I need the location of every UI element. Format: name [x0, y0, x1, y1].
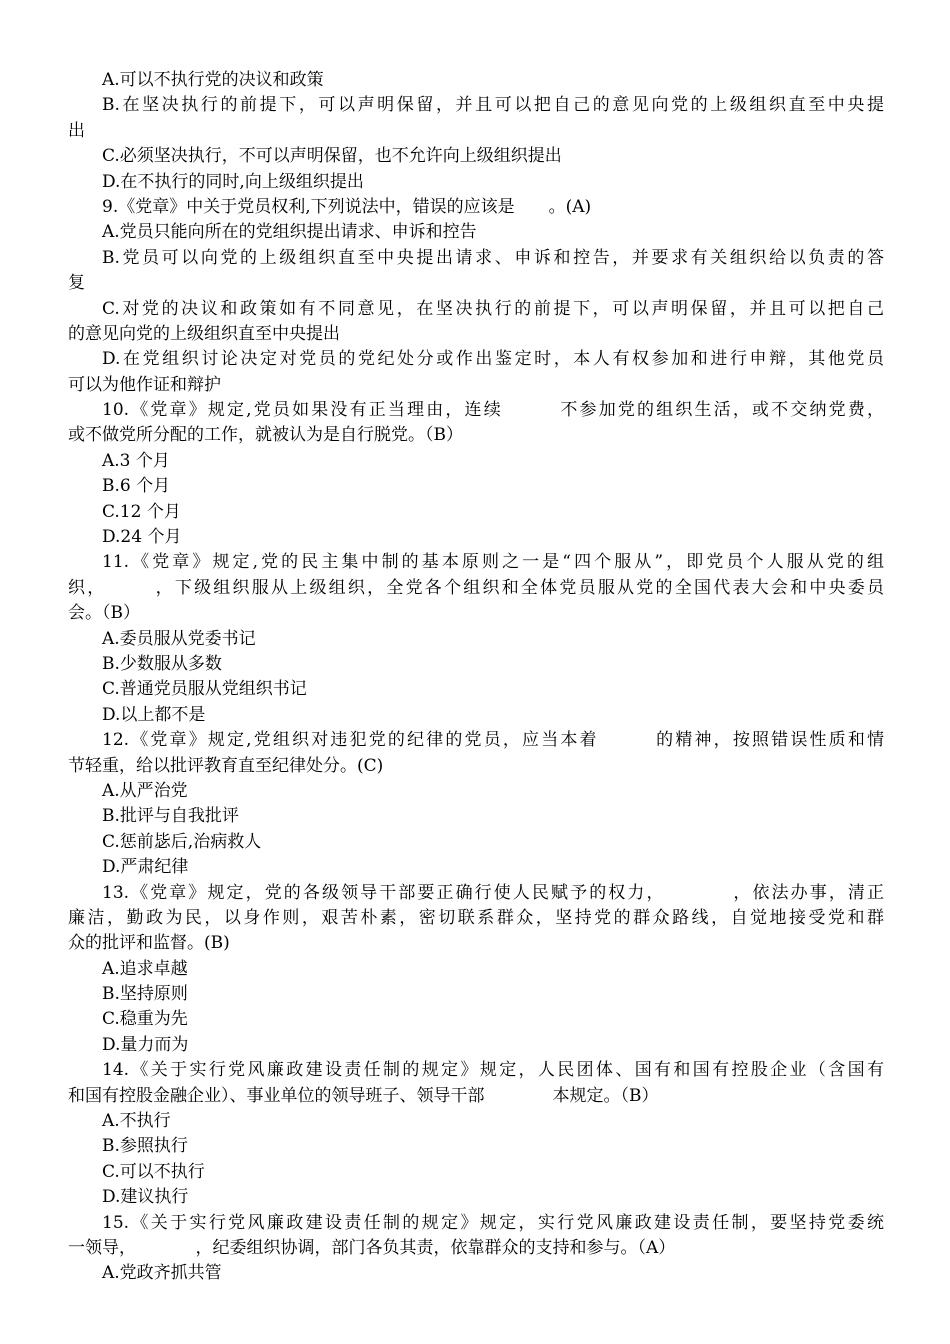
question-11: 11.《党章》规定,党的民主集中制的基本原则之一是“四个服从”，即党员个人服从党的组 — [102, 552, 884, 573]
option-line: C.普通党员服从党组织书记 — [102, 679, 307, 700]
question-line-continuation: 众的批评和监督。(B) — [68, 933, 230, 954]
option-line: A.追求卓越 — [102, 958, 188, 979]
option-line: B.在坚决执行的前提下，可以声明保留，并且可以把自己的意见向党的上级组织直至中央提 — [102, 95, 884, 116]
question-15: 15.《关于实行党风廉政建设责任制的规定》规定，实行党风廉政建设责任制，要坚持党委统 — [102, 1212, 884, 1233]
question-9: 9.《党章》中关于党员权利,下列说法中，错误的应该是 。(A) — [102, 196, 592, 217]
option-line: B.参照执行 — [102, 1136, 188, 1157]
option-line: A.3 个月 — [102, 450, 170, 471]
option-line: A.从严治党 — [102, 780, 188, 801]
option-line: B.批评与自我批评 — [102, 806, 239, 827]
question-line-continuation: 和国有控股金融企业）、事业单位的领导班子、领导干部 本规定。（B） — [68, 1085, 659, 1106]
option-line: C.必须坚决执行，不可以声明保留，也不允许向上级组织提出 — [102, 146, 562, 167]
option-line: C.12 个月 — [102, 501, 181, 522]
option-line: A.可以不执行党的决议和政策 — [102, 70, 324, 90]
option-line: D.在党组织讨论决定对党员的党纪处分或作出鉴定时，本人有权参加和进行申辩，其他党员 — [102, 349, 884, 370]
question-line-continuation: 一领导， ，纪委组织协调，部门各负其责，依靠群众的支持和参与。（A） — [68, 1237, 676, 1258]
question-10: 10.《党章》规定,党员如果没有正当理由，连续 不参加党的组织生活，或不交纳党费， — [102, 400, 884, 421]
question-12: 12.《党章》规定,党组织对违犯党的纪律的党员，应当本着 的精神，按照错误性质和情 — [102, 730, 884, 751]
option-line: C.稳重为先 — [102, 1009, 188, 1030]
option-line-continuation: 复 — [68, 273, 85, 294]
option-line: B.党员可以向党的上级组织直至中央提出请求、申诉和控告，并要求有关组织给以负责的答 — [102, 247, 884, 268]
option-line: A.不执行 — [102, 1111, 171, 1132]
option-line: B.6 个月 — [102, 476, 171, 497]
option-line: D.建议执行 — [102, 1187, 189, 1208]
option-line: C.对党的决议和政策如有不同意见，在坚决执行的前提下，可以声明保留，并且可以把自己 — [102, 298, 884, 319]
option-line: A.委员服从党委书记 — [102, 628, 256, 649]
question-14: 14.《关于实行党风廉政建设责任制的规定》规定，人民团体、国有和国有控股企业（含国有 — [102, 1060, 884, 1081]
option-line-continuation: 出 — [68, 120, 85, 141]
option-line-continuation: 可以为他作证和辩护 — [68, 374, 221, 395]
option-line: C.可以不执行 — [102, 1161, 205, 1182]
question-line-continuation: 织， ，下级组织服从上级组织，全党各个组织和全体党员服从党的全国代表大会和中央委员 — [68, 577, 884, 598]
option-line: D.24 个月 — [102, 527, 182, 548]
question-line-continuation: 节轻重，给以批评教育直至纪律处分。(C) — [68, 755, 384, 776]
option-line: A.党员只能向所在的党组织提出请求、申诉和控告 — [102, 222, 477, 243]
option-line-continuation: 的意见向党的上级组织直至中央提出 — [68, 323, 340, 344]
option-line: C.惩前毖后,治病救人 — [102, 831, 262, 852]
option-line: A.党政齐抓共管 — [102, 1263, 222, 1284]
document-page — [68, 68, 884, 1287]
question-line-continuation: 会。（B） — [68, 603, 140, 624]
option-line: D.严肃纪律 — [102, 857, 189, 878]
option-line: B.坚持原则 — [102, 984, 188, 1005]
question-line-continuation: 廉洁，勤政为民，以身作则，艰苦朴素，密切联系群众，坚持党的群众路线，自觉地接受党和群 — [68, 907, 884, 928]
option-line: D.量力而为 — [102, 1034, 189, 1055]
question-13: 13.《党章》规定，党的各级领导干部要正确行使人民赋予的权力， ，依法办事，清正 — [102, 882, 884, 903]
option-line: B.少数服从多数 — [102, 653, 222, 674]
option-line: D.在不执行的同时,向上级组织提出 — [102, 171, 364, 192]
question-line-continuation: 或不做党所分配的工作，就被认为是自行脱党。（B） — [68, 425, 463, 446]
option-line: D.以上都不是 — [102, 704, 206, 725]
